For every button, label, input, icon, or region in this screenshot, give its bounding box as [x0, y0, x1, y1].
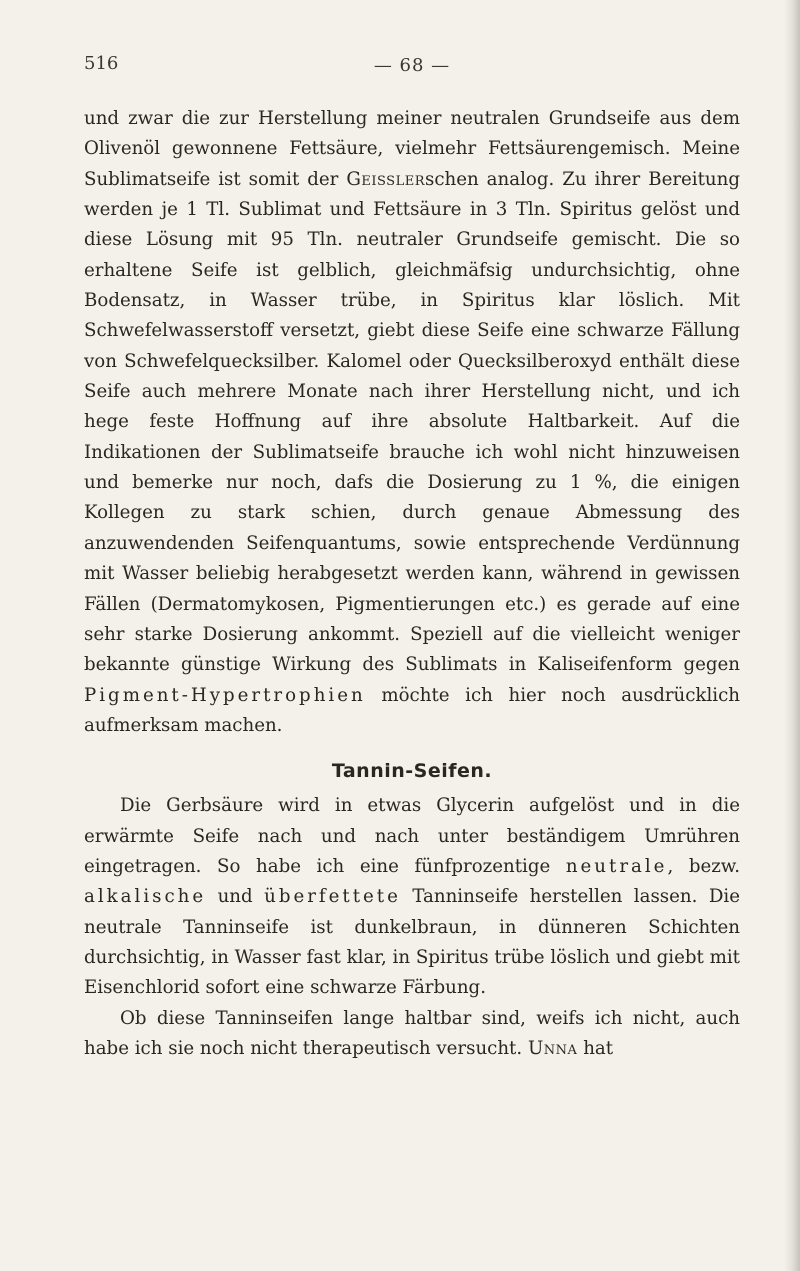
text-segment: und: [206, 886, 265, 908]
paragraph-haltbarkeit: [84, 1004, 740, 1065]
text-segment: , bezw.: [667, 855, 740, 877]
page-content: [84, 52, 740, 1064]
text-segment: Die Gerbsäure wird in etwas Glycerin aufgelöst und in die erwärmte Seife nach und nach unter beständigem Umrühren eingetragen. So habe ich eine fünfprozentige: [84, 795, 740, 877]
text-segment: Tanninseife herstellen lassen. Die neutrale Tanninseife ist dunkelbraun, in dünneren Schichten durchsichtig, in Wasser fast klar, in Spiritus trübe löslich und giebt mit Eisenchlorid sofort eine schwarze Färbung.: [84, 886, 740, 999]
emphasis-spaced: neutrale: [565, 855, 668, 877]
emphasis-spaced: überfettete: [264, 886, 401, 908]
emphasis-spaced: Pigment-Hypertrophien: [84, 684, 366, 706]
text-segment: hat: [577, 1037, 614, 1059]
text-segment: Ob diese Tanninseifen lange haltbar sind, weifs ich nicht, auch habe ich sie noch nicht therapeutisch versucht.: [84, 1007, 740, 1059]
page-number: 516: [84, 53, 119, 74]
text-segment: und zwar die zur Herstellung meiner neutralen Grundseife aus dem Olivenöl gewonnene Fettsäure, vielmehr Fettsäurengemisch. Meine Sublimatseife ist somit der: [84, 108, 740, 190]
running-head: — 68 —: [373, 55, 451, 76]
page-edge-shadow: [784, 0, 800, 1271]
text-segment: möchte ich hier noch ausdrücklich aufmerksam machen.: [84, 684, 740, 736]
paragraph-gerbsaeure: [84, 791, 740, 1003]
author-name-smallcaps: Unna: [527, 1037, 578, 1059]
section-heading: Tannin-Seifen.: [331, 760, 493, 783]
author-name-smallcaps: Geissler: [346, 168, 425, 190]
emphasis-spaced: alkalische: [84, 886, 207, 908]
paragraph-sublimatseife: [84, 104, 740, 741]
page-header: [84, 52, 740, 84]
text-segment: schen analog. Zu ihrer Bereitung werden je 1 Tl. Sublimat und Fettsäure in 3 Tln. Spiritus gelöst und diese Lösung mit 95 Tln. neutraler Grundseife gemischt. Die so erhaltene Seife ist gelblich, gleichmäfsig undurchsichtig, ohne Bodensatz, in Wasser trübe, in Spiritus klar löslich. Mit Schwefelwasserstoff versetzt, giebt diese Seife eine schwarze Fällung von Schwefelquecksilber. Kalomel oder Quecksilberoxyd enthält diese Seife auch mehrere Monate nach ihrer Herstellung nicht, und ich hege feste Hoffnung auf ihre absolute Haltbarkeit. Auf die Indikationen der Sublimatseife brauche ich wohl nicht hinzuweisen und bemerke nur noch, dafs die Dosierung zu 1 %, die einigen Kollegen zu stark schien, durch genaue Abmessung des anzuwendenden Seifenquantums, sowie entsprechende Verdünnung mit Wasser beliebig herabgesetzt werden kann, während in gewissen Fällen (Dermatomykosen, Pigmentierungen etc.) es gerade auf eine sehr starke Dosierung ankommt. Speziell auf die vielleicht weniger bekannte günstige Wirkung des Sublimats in Kaliseifenform gegen: [84, 168, 740, 676]
